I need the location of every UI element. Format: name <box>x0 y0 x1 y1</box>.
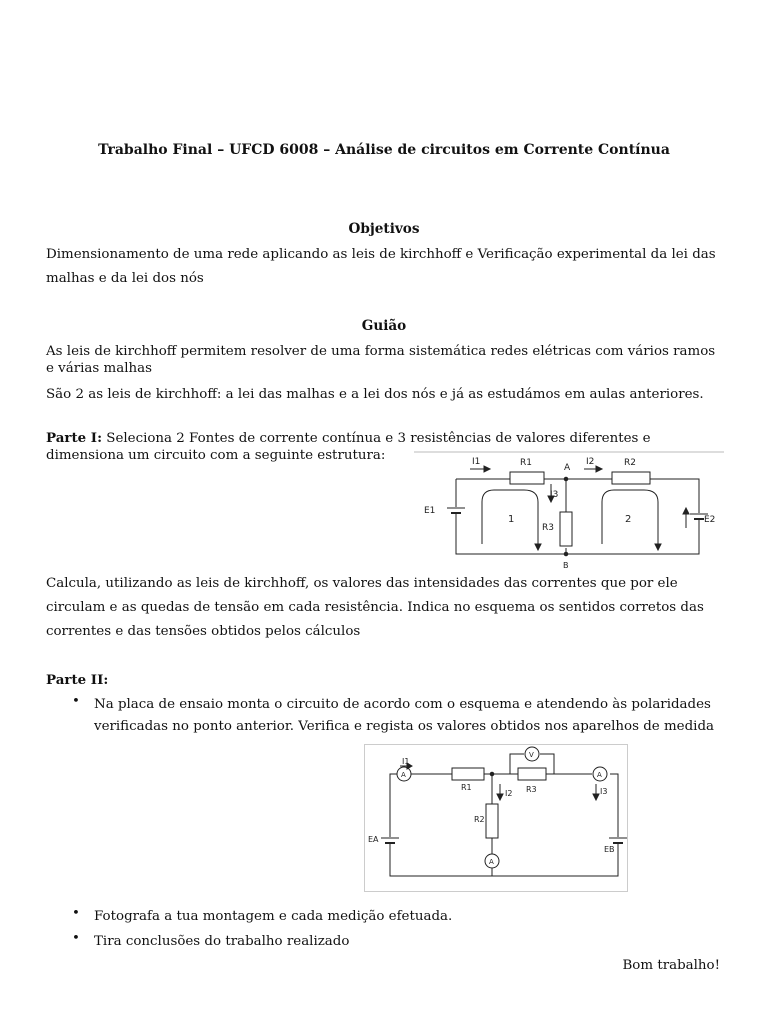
parte1-label: Parte I: <box>46 430 103 446</box>
label-r3: R3 <box>542 523 554 533</box>
guiao-paragraph-2: São 2 as leis de kirchhoff: a lei das malhas e a lei dos nós e já as estudámos em aulas anteriores. <box>46 387 704 402</box>
guiao-heading: Guião <box>361 318 407 334</box>
resistor-r2 <box>612 472 650 484</box>
label-node-b: B <box>563 561 569 570</box>
guiao-paragraph-1: As leis de kirchhoff permitem resolver de uma forma sistemática redes elétricas com vários ramos e várias malhas <box>46 344 716 376</box>
label-i1: I1 <box>402 757 410 766</box>
label-i2: I2 <box>505 789 513 798</box>
i2-arrow-head <box>497 794 503 800</box>
circuit-diagram-1 <box>414 450 724 575</box>
mesh-1-arrow-head <box>535 544 541 550</box>
label-i3: I3 <box>600 787 608 796</box>
bullet-text: Tira conclusões do trabalho realizado <box>94 934 350 949</box>
resistor-r3 <box>560 512 572 546</box>
node-b-dot <box>564 552 568 556</box>
bullet-dot: • <box>72 694 80 709</box>
wire-outer <box>390 774 618 876</box>
label-r1: R1 <box>520 458 532 468</box>
node-top-dot <box>490 772 494 776</box>
bullet-text: Na placa de ensaio monta o circuito de acordo com o esquema e atendendo às polaridades verificadas no ponto anterior. Verifica e regista os valores obtidos nos aparelhos de medida <box>94 697 715 734</box>
label-ea: EA <box>368 835 379 844</box>
node-a-dot <box>564 477 568 481</box>
e2-arrow-head <box>683 508 689 514</box>
bullet-text: Fotografa a tua montagem e cada medição efetuada. <box>94 909 453 924</box>
label-r2: R2 <box>624 458 636 468</box>
ammeter-1-label: A <box>401 771 406 779</box>
label-i3: I3 <box>550 490 559 500</box>
label-r3: R3 <box>526 785 537 794</box>
label-mesh-1: 1 <box>508 514 515 525</box>
i1-arrow-head <box>484 466 490 472</box>
label-r1: R1 <box>461 783 472 792</box>
resistor-r3 <box>518 768 546 780</box>
label-eb: EB <box>604 845 615 854</box>
label-r2: R2 <box>474 815 485 824</box>
parte1-text: Seleciona 2 Fontes de corrente contínua e 3 resistências de valores diferentes e dimensiona um circuito com a seguinte estrutura: <box>46 431 651 463</box>
parte2-label: Parte II: <box>46 672 109 688</box>
mesh-2-arrow-head <box>655 544 661 550</box>
circuit-diagram-2 <box>364 744 628 892</box>
label-e2: E2 <box>704 515 716 525</box>
bullet-dot: • <box>72 906 80 921</box>
document-title: Trabalho Final – UFCD 6008 – Análise de circuitos em Corrente Contínua <box>98 142 670 158</box>
label-e1: E1 <box>424 506 436 516</box>
resistor-r2 <box>486 804 498 838</box>
closing-text: Bom trabalho! <box>622 958 720 973</box>
label-mesh-2: 2 <box>625 514 632 525</box>
label-i1: I1 <box>472 457 481 467</box>
i3-arrow-head <box>593 794 599 800</box>
ammeter-2-label: A <box>489 858 494 866</box>
resistor-r1 <box>510 472 544 484</box>
voltmeter-label: V <box>529 751 534 759</box>
parte1-calcula-paragraph: Calcula, utilizando as leis de kirchhoff, os valores das intensidades das correntes que por ele circulam e as quedas de tensão em cada resistência. Indica no esquema os sentidos corretos das correntes e das tensões obtidos pelos cálculos <box>46 576 704 639</box>
label-node-a: A <box>564 463 571 473</box>
label-i2: I2 <box>586 457 595 467</box>
objetivos-text: Dimensionamento de uma rede aplicando as leis de kirchhoff e Verificação experimental da lei das malhas e da lei dos nós <box>46 247 716 286</box>
i2-arrow-head <box>596 466 602 472</box>
resistor-r1 <box>452 768 484 780</box>
objetivos-heading: Objetivos <box>348 221 420 237</box>
ammeter-3-label: A <box>597 771 602 779</box>
bullet-dot: • <box>72 931 80 946</box>
